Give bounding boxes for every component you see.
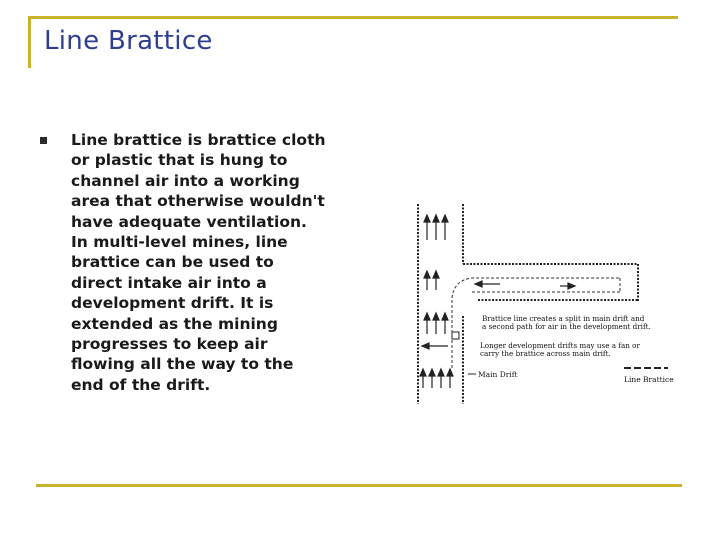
top-rule xyxy=(28,16,678,19)
legend xyxy=(624,368,674,384)
bullet-square-icon xyxy=(40,137,47,144)
bullet-text: Line brattice is brattice cloth or plastic that is hung to channel air into a working area that otherwise wouldn't have adequate ventilation. In multi-level mines, line brattice can be used to direct intake air into a development drift. It is extended as the mining progresses to keep air flowing all the way to the end of the drift. xyxy=(71,131,326,394)
note-split-line-2: a second path for air in the development drift. xyxy=(482,322,651,331)
marker-box xyxy=(452,332,459,339)
development-drift-walls xyxy=(463,264,638,302)
bottom-rule xyxy=(36,484,682,487)
slide-title: Line Brattice xyxy=(44,26,213,56)
left-rule xyxy=(28,16,31,68)
legend-label: Line Brattice xyxy=(624,375,674,384)
note-split-line-1: Brattice line creates a split in main drift and xyxy=(482,314,645,323)
note-fan-line-1: Longer development drifts may use a fan or xyxy=(480,341,640,350)
main-drift-label: Main Drift xyxy=(478,370,518,379)
note-fan-line-2: carry the brattice across main drift. xyxy=(480,349,611,358)
line-brattice-diagram xyxy=(410,198,674,408)
airflow-arrows xyxy=(420,215,575,388)
